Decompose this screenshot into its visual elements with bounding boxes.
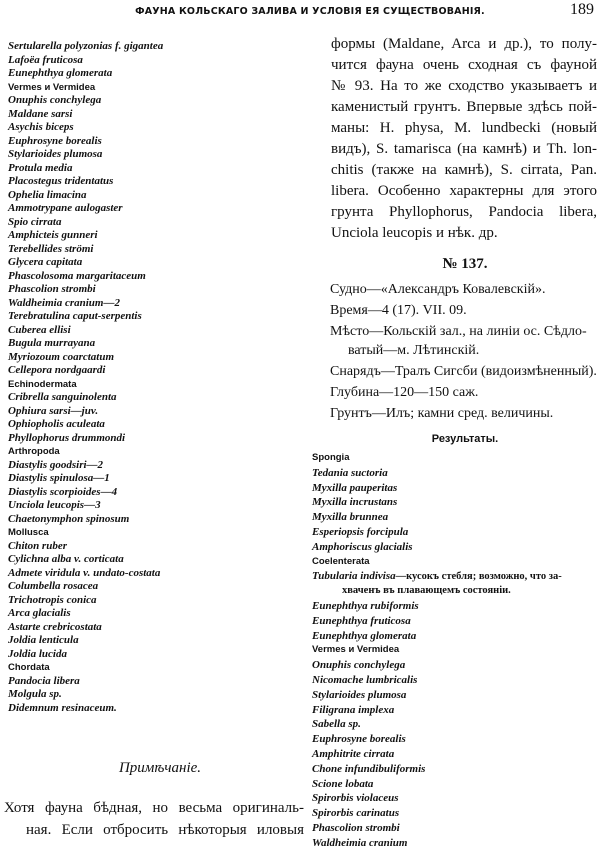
species-entry: Filigrana implexa — [312, 703, 395, 716]
species-entry: Placostegus tridentatus — [8, 175, 114, 187]
species-entry: Amphoriscus glacialis — [312, 540, 413, 553]
species-entry: Cellepora nordgaardi — [8, 364, 106, 376]
species-entry: Onuphis conchylega — [8, 94, 102, 106]
species-entry: Onuphis conchylega — [312, 659, 406, 672]
species-entry: Eunephthya fruticosa — [312, 614, 411, 627]
text-line: Хотя фауна бѣдная, но весьма оригиналь- — [4, 800, 304, 816]
species-entry: Lafoëa fruticosa — [8, 53, 83, 66]
species-name: Tubularia indivisa — [312, 570, 396, 583]
species-entry: Myxilla pauperitas — [312, 481, 398, 494]
species-note-continued: хваченъ въ плавающемъ состояніи. — [342, 585, 511, 597]
depth-line: Глубина—120—150 саж. — [330, 385, 479, 400]
vessel-line: Судно—«Александръ Ковалевскій». — [330, 282, 546, 297]
species-entry: Columbella rosacea — [8, 580, 99, 592]
species-entry: Amphicteis gunneri — [8, 229, 98, 241]
species-entry: Sertularella polyzonias f. gigantea — [8, 40, 164, 52]
species-entry: Ophiopholis aculeata — [8, 418, 105, 430]
species-entry: Unciola leucopis—3 — [8, 499, 101, 511]
species-entry: Spio cirrata — [8, 215, 62, 228]
ground-line: Грунтъ—Илъ; камни сред. величины. — [330, 406, 554, 421]
place-line: Мѣсто—Кольскій зал., на линіи ос. Сѣдло- — [330, 324, 587, 339]
taxon-group-heading: Chordata — [8, 662, 50, 673]
results-title: Результаты. — [431, 433, 499, 445]
time-line: Время—4 (17). VII. 09. — [330, 303, 467, 318]
species-entry: Spirorbis violaceus — [312, 792, 399, 805]
species-entry: Pandocia libera — [8, 674, 80, 687]
taxon-group-heading: Echinodermata — [8, 378, 77, 390]
species-entry: Sabella sp. — [312, 718, 361, 731]
species-entry: Bugula murrayana — [8, 337, 96, 349]
continued-paragraph — [331, 34, 597, 244]
species-entry: Nicomache lumbricalis — [312, 673, 418, 686]
species-entry: Ammotrypane aulogaster — [8, 202, 123, 214]
species-entry: Ophelia limacina — [8, 188, 87, 201]
species-entry: Terebellides strömi — [8, 242, 94, 255]
left-species-list — [8, 40, 308, 715]
gear-line: Снарядъ—Тралъ Сигсби (видоизмѣненный). — [330, 364, 597, 379]
text-line: видъ), S. tamarisca (на камнѣ) и Th. lon- — [331, 141, 597, 157]
species-entry: Stylarioides plumosa — [312, 688, 407, 701]
species-entry: Cuberea ellisi — [8, 323, 71, 336]
station-number: № 137. — [442, 256, 488, 272]
species-entry: Euphrosyne borealis — [312, 733, 406, 746]
species-entry: Spirorbis carinatus — [312, 807, 400, 820]
species-entry: Joldia lenticula — [8, 634, 79, 646]
species-entry: Ophiura sarsi—juv. — [8, 404, 99, 417]
species-entry: Protula media — [8, 161, 73, 174]
species-entry: Arca glacialis — [8, 607, 71, 619]
species-entry: Waldheimia cranium—2 — [8, 296, 120, 309]
station-info — [330, 279, 600, 424]
text-line: libera. Особенно характерны для этого — [331, 183, 597, 199]
species-entry: Diastylis spinulosa—1 — [8, 472, 110, 484]
species-entry: Joldia lucida — [8, 647, 67, 660]
species-entry: Chaetonymphon spinosum — [8, 512, 130, 525]
species-entry: Chiton ruber — [8, 539, 67, 552]
species-entry: Esperiopsis forcipula — [312, 525, 409, 538]
text-line: chitis (также на камнѣ), S. cirrata, Pan. — [331, 162, 597, 178]
species-entry: Amphitrite cirrata — [312, 747, 395, 760]
text-line: каменистый грунтъ. Впервые здѣсь пой- — [331, 99, 597, 115]
species-entry: Phascolosoma margaritaceum — [8, 269, 146, 282]
species-entry: Myxilla brunnea — [312, 511, 389, 524]
species-entry: Phascolion strombi — [312, 821, 400, 834]
species-entry: Euphrosyne borealis — [8, 134, 102, 147]
species-entry: Terebratulina caput-serpentis — [8, 310, 142, 322]
species-entry: Scione lobata — [312, 777, 374, 790]
species-entry: Myriozoum coarctatum — [8, 350, 115, 363]
text-line: формы (Maldane, Arca и др.), то полу- — [331, 36, 597, 52]
species-entry: Eunephthya glomerata — [312, 629, 417, 642]
species-entry: Admete viridula v. undato-costata — [8, 566, 161, 579]
running-title: ФАУНА КОЛЬСКАГО ЗАЛИВА И УСЛОВІЯ ЕЯ СУЩЕСТВОВАНІЯ. — [135, 6, 485, 17]
species-entry: Diastylis goodsiri—2 — [8, 458, 104, 471]
text-line: Unciola leucopis и нѣк. др. — [331, 225, 498, 241]
text-line: № 93. На то же сходство указываетъ и — [331, 78, 597, 94]
taxon-group-heading: Vermes и Vermidea — [312, 644, 400, 656]
species-entry: Chone infundibuliformis — [312, 762, 426, 775]
species-entry: Cribrella sanguinolenta — [8, 391, 117, 403]
page-number: 189 — [570, 1, 594, 18]
species-entry: Eunephthya rubiformis — [312, 599, 419, 612]
species-entry: Astarte crebricostata — [8, 620, 102, 633]
results-species-list — [312, 451, 600, 851]
species-note: —кусокъ стебля; возможно, что за- — [395, 571, 562, 583]
species-entry — [312, 569, 600, 584]
text-line: ная. Если отбросить нѣкоторыя иловыя — [26, 822, 304, 838]
taxon-group-heading: Arthropoda — [8, 446, 60, 457]
species-entry: Diastylis scorpioides—4 — [8, 485, 118, 498]
text-line: грунта Phyllophorus, Pandocia libera, — [331, 204, 597, 220]
species-entry: Glycera capitata — [8, 256, 83, 268]
species-entry: Molgula sp. — [8, 688, 62, 700]
taxon-group-heading: Vermes и Vermidea — [8, 81, 96, 93]
species-entry: Waldheimia cranium — [312, 836, 408, 849]
species-entry: Asychis biceps — [8, 121, 74, 133]
taxon-group-heading: Coelenterata — [312, 555, 370, 567]
taxon-group-heading: Mollusca — [8, 527, 49, 538]
species-entry: Phascolion strombi — [8, 283, 96, 295]
note-paragraph — [4, 797, 304, 841]
species-entry: Trichotropis conica — [8, 593, 97, 606]
text-line: чится фауна очень сходная съ фауной — [331, 57, 597, 73]
species-entry: Cylichna alba v. corticata — [8, 553, 124, 565]
species-entry: Didemnum resinaceum. — [8, 701, 117, 714]
taxon-group-heading: Spongia — [312, 452, 350, 463]
species-entry: Phyllophorus drummondi — [8, 431, 126, 444]
text-line: маны: H. physa, M. lundbecki (новый — [331, 120, 597, 136]
species-entry: Eunephthya glomerata — [8, 67, 113, 79]
species-entry: Myxilla incrustans — [312, 496, 398, 509]
note-title: Примѣчаніе. — [118, 760, 202, 776]
species-entry: Stylarioides plumosa — [8, 148, 103, 160]
species-entry: Tedania suctoria — [312, 466, 388, 479]
place-line-continued: ватый—м. Лѣтинскій. — [348, 343, 480, 358]
species-entry: Maldane sarsi — [8, 107, 73, 120]
